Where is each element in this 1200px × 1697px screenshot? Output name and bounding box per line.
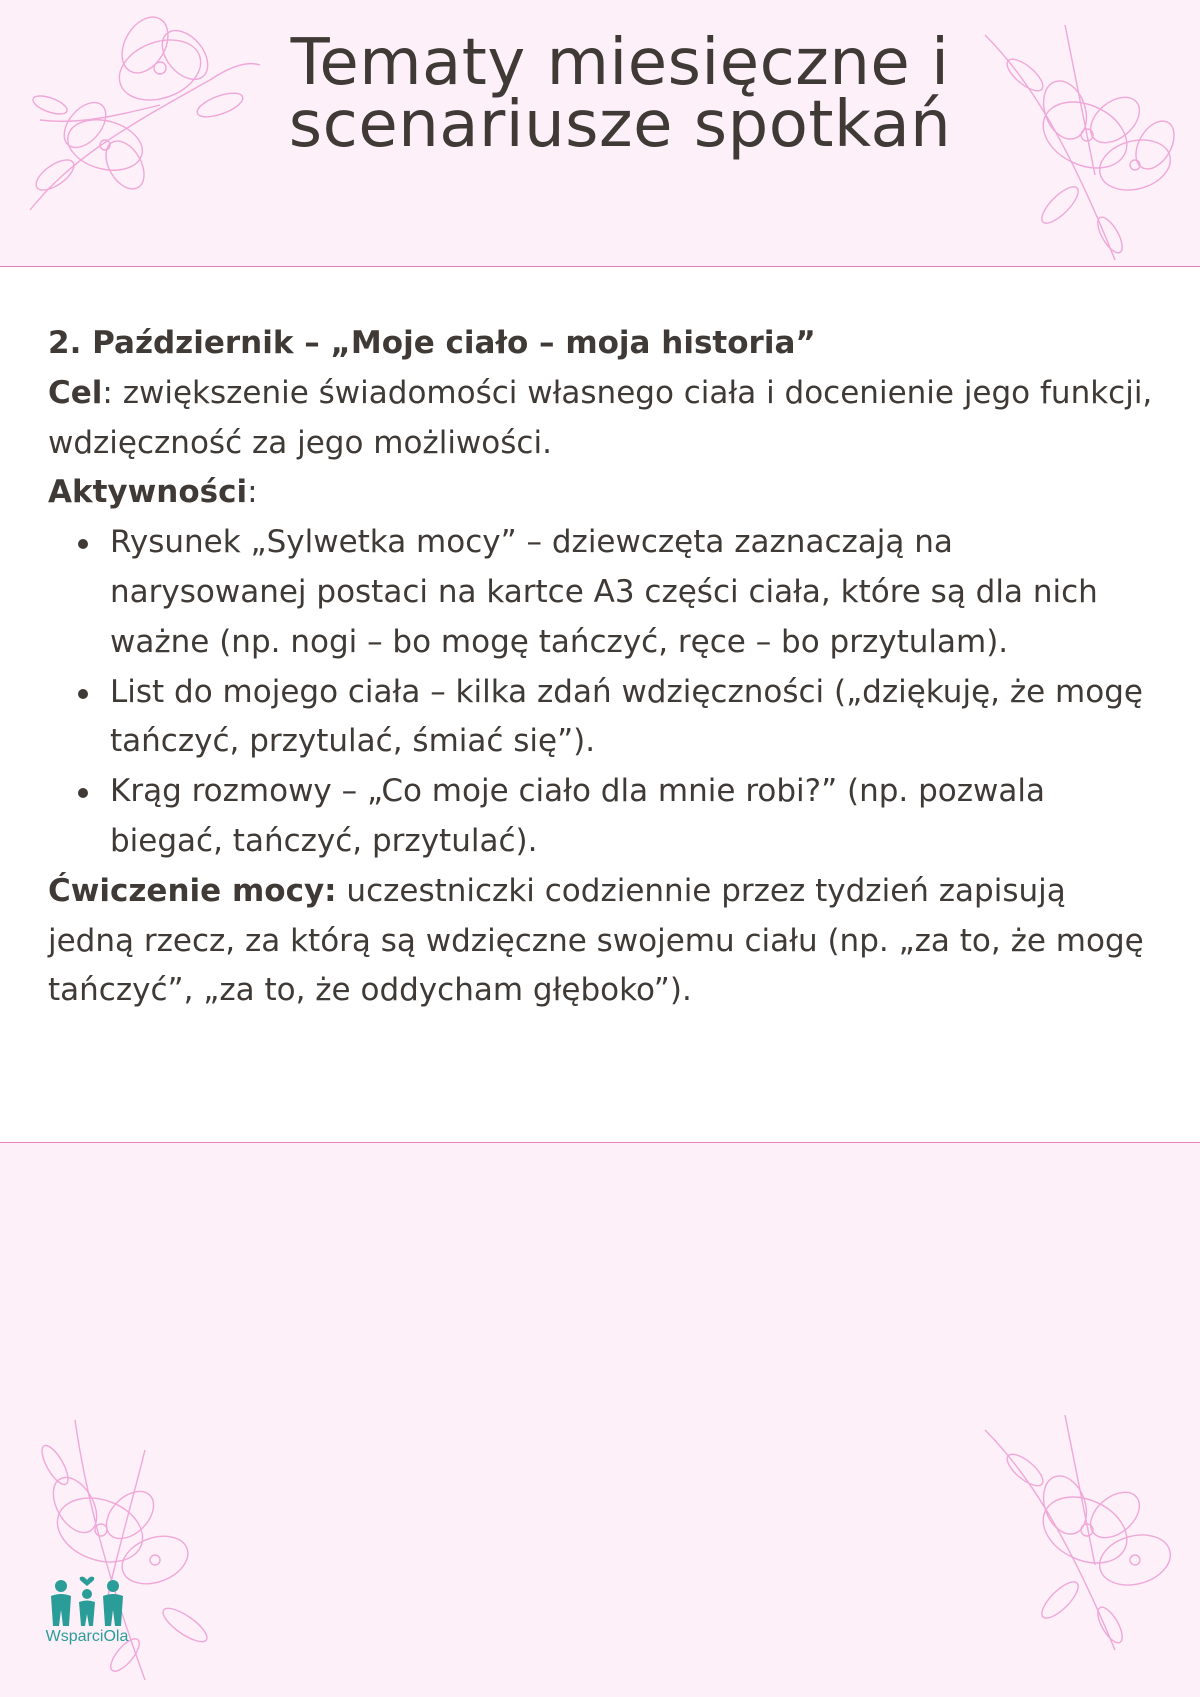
list-item: List do mojego ciała – kilka zdań wdzięczności („dziękuję, że mogę tańczyć, przytulać, śmiać się”).	[110, 668, 1158, 768]
activities-heading	[48, 468, 1158, 518]
section-body	[48, 319, 1158, 1016]
list-item: Krąg rozmowy – „Co moje ciało dla mnie robi?” (np. pozwala biegać, tańczyć, przytulać).	[110, 767, 1158, 867]
floral-decoration-icon	[965, 1410, 1195, 1660]
page-title-line-1: Tematy miesięczne i	[290, 26, 950, 100]
logo	[32, 1568, 142, 1648]
header	[0, 0, 1200, 266]
floral-decoration-icon	[965, 15, 1195, 280]
activities-colon: :	[247, 474, 258, 511]
family-logo-icon	[47, 1568, 127, 1628]
logo-text: WsparciOla	[45, 1628, 129, 1645]
section-heading: 2. Październik – „Moje ciało – moja historia”	[48, 325, 816, 361]
goal-label: Cel	[48, 374, 103, 411]
activities-label: Aktywności	[48, 474, 248, 511]
goal-text: : zwiększenie świadomości własnego ciała i docenienie jego funkcji, wdzięczność za jego możliwości.	[48, 374, 1153, 461]
floral-decoration-icon	[15, 1410, 235, 1690]
goal-paragraph	[48, 369, 1158, 469]
page-title	[250, 26, 990, 162]
list-item: Rysunek „Sylwetka mocy” – dziewczęta zaznaczają na narysowanej postaci na kartce A3 części ciała, które są dla nich ważne (np. nogi – bo mogę tańczyć, ręce – bo przytulam).	[110, 518, 1158, 667]
page-title-line-2: scenariusze spotkań	[288, 88, 952, 162]
activities-list	[48, 518, 1158, 867]
exercise-text: uczestniczki codziennie przez tydzień zapisują jedną rzecz, za którą są wdzięczne swojemu ciału (np. „za to, że mogę tańczyć”, „za to, że oddycham głęboko”).	[48, 872, 1144, 1009]
exercise-label: Ćwiczenie mocy:	[48, 872, 337, 909]
content-panel	[0, 266, 1200, 1143]
floral-decoration-icon	[10, 10, 270, 230]
exercise-paragraph	[48, 867, 1158, 1016]
